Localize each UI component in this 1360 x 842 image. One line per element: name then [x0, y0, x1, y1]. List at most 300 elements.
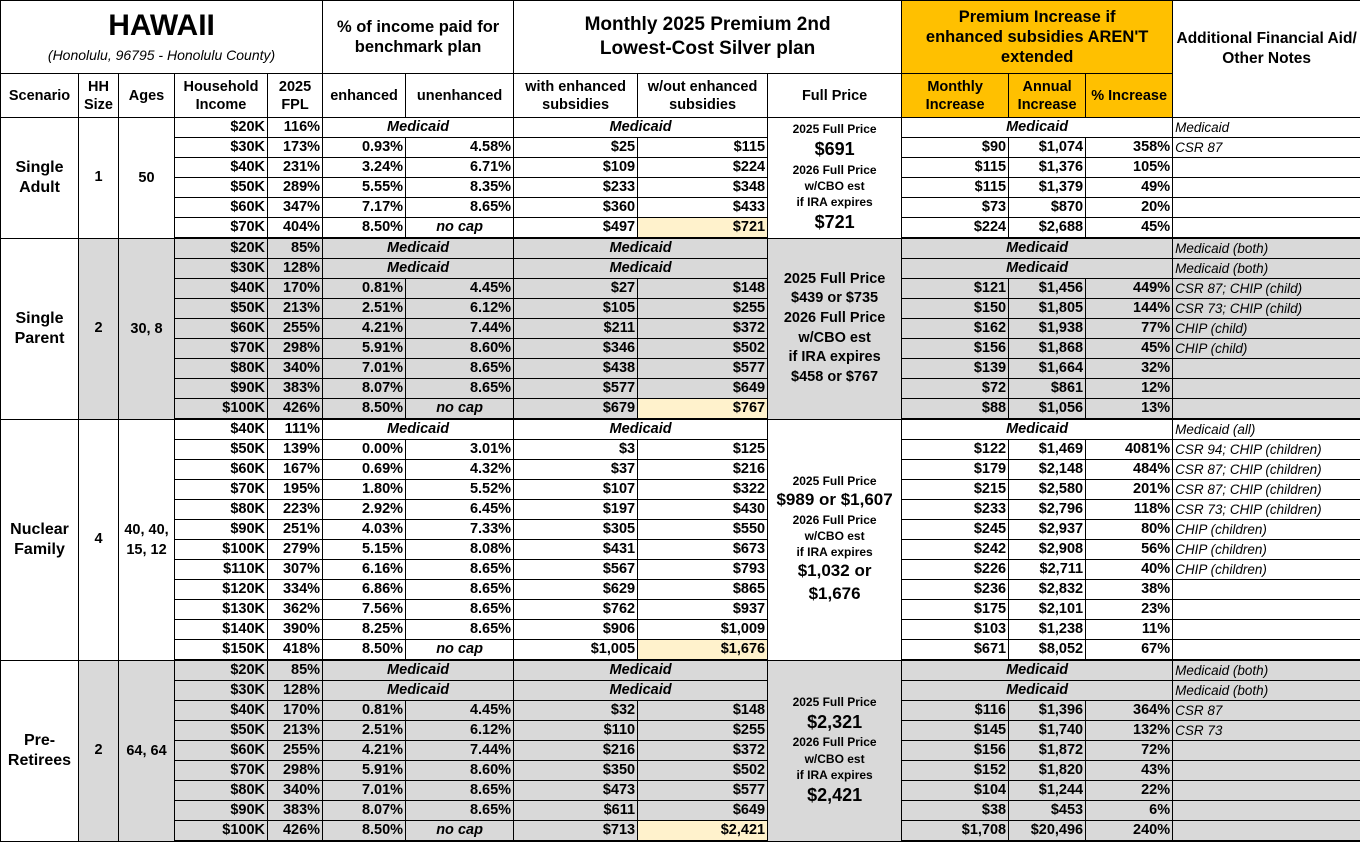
pct-increase: 67% — [1086, 640, 1173, 661]
fpl-pct: 223% — [268, 500, 323, 520]
col-full-price: Full Price — [768, 74, 902, 118]
household-income: $30K — [175, 138, 268, 158]
col-with-subsidies: with enhanced subsidies — [514, 74, 638, 118]
premium-with-subsidies: $679 — [514, 399, 638, 420]
premium-with-subsidies: $233 — [514, 178, 638, 198]
table-row — [1, 379, 1360, 399]
annual-increase: $870 — [1009, 198, 1086, 218]
unenhanced-pct: 8.60% — [406, 339, 514, 359]
full-price-line: $1,676 — [808, 584, 861, 604]
enhanced-pct: 0.93% — [323, 138, 406, 158]
monthly-increase: $139 — [902, 359, 1009, 379]
unenhanced-pct: 8.60% — [406, 761, 514, 781]
monthly-increase: $88 — [902, 399, 1009, 420]
col-scenario: Scenario — [1, 74, 79, 118]
monthly-increase: $38 — [902, 801, 1009, 821]
pct-increase: 449% — [1086, 279, 1173, 299]
notes-cell: CHIP (child) — [1173, 319, 1360, 339]
premium-without-subsidies: $577 — [638, 359, 768, 379]
fpl-pct: 116% — [268, 118, 323, 138]
notes-cell: CSR 87; CHIP (children) — [1173, 480, 1360, 500]
enhanced-pct: 8.50% — [323, 821, 406, 842]
table-row — [1, 721, 1360, 741]
table-row — [1, 600, 1360, 620]
annual-increase: $2,937 — [1009, 520, 1086, 540]
hh-size: 1 — [79, 118, 119, 239]
additional-aid-header: Additional Financial Aid/ Other Notes — [1173, 1, 1360, 118]
table-row — [1, 299, 1360, 319]
household-income: $90K — [175, 379, 268, 399]
medicaid-label: Medicaid — [323, 419, 514, 440]
medicaid-label: Medicaid — [902, 238, 1173, 259]
household-income: $20K — [175, 238, 268, 259]
full-price-note — [768, 238, 902, 419]
enhanced-pct: 1.80% — [323, 480, 406, 500]
fpl-pct: 390% — [268, 620, 323, 640]
unenhanced-pct: 4.45% — [406, 279, 514, 299]
premium-with-subsidies: $567 — [514, 560, 638, 580]
unenhanced-pct: 7.33% — [406, 520, 514, 540]
fpl-pct: 255% — [268, 319, 323, 339]
premium-without-subsidies: $1,009 — [638, 620, 768, 640]
full-price-line: $721 — [814, 212, 855, 233]
household-income: $50K — [175, 178, 268, 198]
col-hh-size: HH Size — [79, 74, 119, 118]
fpl-pct: 289% — [268, 178, 323, 198]
annual-increase: $8,052 — [1009, 640, 1086, 661]
medicaid-label: Medicaid — [902, 259, 1173, 279]
unenhanced-pct: 8.65% — [406, 620, 514, 640]
hh-size: 4 — [79, 419, 119, 660]
medicaid-label: Medicaid — [323, 118, 514, 138]
full-price-note — [768, 660, 902, 841]
table-row — [1, 781, 1360, 801]
monthly-increase: $104 — [902, 781, 1009, 801]
household-income: $100K — [175, 540, 268, 560]
fpl-pct: 362% — [268, 600, 323, 620]
enhanced-pct: 2.51% — [323, 299, 406, 319]
col-ages: Ages — [119, 74, 175, 118]
premium-without-subsidies: $649 — [638, 801, 768, 821]
enhanced-pct: 2.92% — [323, 500, 406, 520]
full-price-line: w/CBO est — [804, 178, 865, 193]
pct-increase: 32% — [1086, 359, 1173, 379]
fpl-pct: 426% — [268, 399, 323, 420]
premium-with-subsidies: $577 — [514, 379, 638, 399]
notes-cell — [1173, 801, 1360, 821]
notes-cell: Medicaid — [1173, 118, 1360, 138]
monthly-increase: $224 — [902, 218, 1009, 239]
household-income: $80K — [175, 359, 268, 379]
notes-cell: CSR 87; CHIP (children) — [1173, 460, 1360, 480]
fpl-pct: 170% — [268, 701, 323, 721]
full-price-line: $691 — [814, 139, 855, 160]
unenhanced-pct: 3.01% — [406, 440, 514, 460]
fpl-pct: 128% — [268, 259, 323, 279]
enhanced-pct: 7.56% — [323, 600, 406, 620]
notes-cell: Medicaid (both) — [1173, 660, 1360, 681]
enhanced-pct: 6.16% — [323, 560, 406, 580]
household-income: $70K — [175, 339, 268, 359]
monthly-increase: $72 — [902, 379, 1009, 399]
pct-increase: 13% — [1086, 399, 1173, 420]
premium-without-subsidies: $721 — [638, 218, 768, 239]
col-unenhanced: unenhanced — [406, 74, 514, 118]
household-income: $60K — [175, 319, 268, 339]
location-subtitle: (Honolulu, 96795 - Honolulu County) — [47, 47, 276, 64]
annual-increase: $2,832 — [1009, 580, 1086, 600]
unenhanced-pct: no cap — [406, 640, 514, 661]
annual-increase: $1,379 — [1009, 178, 1086, 198]
medicaid-label: Medicaid — [514, 238, 768, 259]
premium-with-subsidies: $197 — [514, 500, 638, 520]
monthly-increase: $179 — [902, 460, 1009, 480]
full-price-line: if IRA expires — [788, 349, 881, 366]
fpl-pct: 251% — [268, 520, 323, 540]
fpl-pct: 173% — [268, 138, 323, 158]
pct-increase: 45% — [1086, 218, 1173, 239]
notes-cell — [1173, 379, 1360, 399]
unenhanced-pct: no cap — [406, 821, 514, 842]
annual-increase: $1,820 — [1009, 761, 1086, 781]
medicaid-label: Medicaid — [902, 660, 1173, 681]
hh-size: 2 — [79, 238, 119, 419]
monthly-increase: $103 — [902, 620, 1009, 640]
premium-with-subsidies: $1,005 — [514, 640, 638, 661]
pct-increase: 201% — [1086, 480, 1173, 500]
unenhanced-pct: 8.65% — [406, 600, 514, 620]
premium-without-subsidies: $348 — [638, 178, 768, 198]
premium-with-subsidies: $27 — [514, 279, 638, 299]
annual-increase: $453 — [1009, 801, 1086, 821]
full-price-line: if IRA expires — [796, 767, 873, 782]
medicaid-label: Medicaid — [902, 118, 1173, 138]
monthly-increase: $145 — [902, 721, 1009, 741]
pct-increase: 358% — [1086, 138, 1173, 158]
full-price-line: 2025 Full Price — [783, 270, 886, 287]
unenhanced-pct: 8.65% — [406, 359, 514, 379]
enhanced-pct: 4.21% — [323, 319, 406, 339]
household-income: $40K — [175, 701, 268, 721]
household-income: $20K — [175, 660, 268, 681]
table-row — [1, 460, 1360, 480]
notes-cell — [1173, 761, 1360, 781]
household-income: $90K — [175, 801, 268, 821]
full-price-line: 2026 Full Price — [792, 735, 877, 750]
pct-increase: 132% — [1086, 721, 1173, 741]
medicaid-label: Medicaid — [514, 259, 768, 279]
pct-increase: 80% — [1086, 520, 1173, 540]
pct-increase: 484% — [1086, 460, 1173, 480]
annual-increase: $1,868 — [1009, 339, 1086, 359]
annual-increase: $2,796 — [1009, 500, 1086, 520]
full-price-line: $458 or $767 — [791, 368, 879, 385]
unenhanced-pct: 6.12% — [406, 721, 514, 741]
fpl-pct: 111% — [268, 419, 323, 440]
unenhanced-pct: 8.35% — [406, 178, 514, 198]
enhanced-pct: 8.50% — [323, 399, 406, 420]
enhanced-pct: 8.50% — [323, 640, 406, 661]
premium-without-subsidies: $937 — [638, 600, 768, 620]
table-row — [1, 500, 1360, 520]
ages: 64, 64 — [119, 660, 175, 841]
fpl-pct: 334% — [268, 580, 323, 600]
annual-increase: $1,938 — [1009, 319, 1086, 339]
annual-increase: $1,376 — [1009, 158, 1086, 178]
fpl-pct: 85% — [268, 238, 323, 259]
notes-cell: Medicaid (both) — [1173, 259, 1360, 279]
household-income: $70K — [175, 218, 268, 239]
notes-cell: Medicaid (both) — [1173, 238, 1360, 259]
col-annual-increase: Annual Increase — [1009, 74, 1086, 118]
fpl-pct: 170% — [268, 279, 323, 299]
fpl-pct: 128% — [268, 681, 323, 701]
household-income: $40K — [175, 158, 268, 178]
enhanced-pct: 5.91% — [323, 761, 406, 781]
annual-increase: $1,456 — [1009, 279, 1086, 299]
scenario-name: Single Adult — [1, 118, 79, 239]
enhanced-pct: 8.25% — [323, 620, 406, 640]
enhanced-pct: 5.15% — [323, 540, 406, 560]
premium-without-subsidies: $216 — [638, 460, 768, 480]
annual-increase: $2,101 — [1009, 600, 1086, 620]
annual-increase: $2,908 — [1009, 540, 1086, 560]
enhanced-pct: 8.07% — [323, 801, 406, 821]
state-title: HAWAII — [108, 9, 215, 43]
household-income: $50K — [175, 721, 268, 741]
table-row — [1, 218, 1360, 239]
col-income: Household Income — [175, 74, 268, 118]
table-row — [1, 399, 1360, 420]
annual-increase: $1,740 — [1009, 721, 1086, 741]
ages: 30, 8 — [119, 238, 175, 419]
notes-cell: CSR 73; CHIP (child) — [1173, 299, 1360, 319]
unenhanced-pct: 6.71% — [406, 158, 514, 178]
notes-cell — [1173, 781, 1360, 801]
monthly-increase: $233 — [902, 500, 1009, 520]
pct-increase: 11% — [1086, 620, 1173, 640]
annual-increase: $1,074 — [1009, 138, 1086, 158]
full-price-line: 2025 Full Price — [792, 122, 877, 137]
monthly-increase: $671 — [902, 640, 1009, 661]
premium-with-subsidies: $629 — [514, 580, 638, 600]
full-price-line: w/CBO est — [798, 329, 871, 346]
annual-increase: $2,711 — [1009, 560, 1086, 580]
unenhanced-pct: no cap — [406, 218, 514, 239]
unenhanced-pct: 4.45% — [406, 701, 514, 721]
premium-with-subsidies: $105 — [514, 299, 638, 319]
table-row — [1, 701, 1360, 721]
notes-cell — [1173, 359, 1360, 379]
household-income: $30K — [175, 259, 268, 279]
notes-cell: Medicaid (both) — [1173, 681, 1360, 701]
table-row — [1, 801, 1360, 821]
household-income: $40K — [175, 419, 268, 440]
household-income: $60K — [175, 741, 268, 761]
medicaid-label: Medicaid — [514, 419, 768, 440]
enhanced-pct: 3.24% — [323, 158, 406, 178]
premium-without-subsidies: $502 — [638, 761, 768, 781]
premium-without-subsidies: $255 — [638, 299, 768, 319]
notes-cell — [1173, 218, 1360, 239]
monthly-increase: $122 — [902, 440, 1009, 460]
enhanced-pct: 7.01% — [323, 359, 406, 379]
enhanced-pct: 7.17% — [323, 198, 406, 218]
premium-without-subsidies: $502 — [638, 339, 768, 359]
premium-without-subsidies: $372 — [638, 741, 768, 761]
fpl-pct: 231% — [268, 158, 323, 178]
household-income: $50K — [175, 440, 268, 460]
hh-size: 2 — [79, 660, 119, 841]
household-income: $40K — [175, 279, 268, 299]
pct-increase: 49% — [1086, 178, 1173, 198]
table-row — [1, 681, 1360, 701]
premium-with-subsidies: $473 — [514, 781, 638, 801]
fpl-pct: 298% — [268, 761, 323, 781]
premium-with-subsidies: $497 — [514, 218, 638, 239]
table-row — [1, 198, 1360, 218]
notes-cell: CHIP (children) — [1173, 540, 1360, 560]
unenhanced-pct: 8.65% — [406, 580, 514, 600]
notes-cell: CHIP (children) — [1173, 560, 1360, 580]
medicaid-label: Medicaid — [902, 681, 1173, 701]
pct-increase: 364% — [1086, 701, 1173, 721]
scenario-name: Pre-Retirees — [1, 660, 79, 841]
premium-with-subsidies: $305 — [514, 520, 638, 540]
household-income: $150K — [175, 640, 268, 661]
pct-increase: 144% — [1086, 299, 1173, 319]
full-price-line: $2,321 — [807, 712, 863, 733]
household-income: $60K — [175, 460, 268, 480]
pct-increase: 56% — [1086, 540, 1173, 560]
unenhanced-pct: 8.65% — [406, 379, 514, 399]
household-income: $140K — [175, 620, 268, 640]
premium-with-subsidies: $216 — [514, 741, 638, 761]
premium-with-subsidies: $431 — [514, 540, 638, 560]
household-income: $80K — [175, 500, 268, 520]
full-price-line: 2025 Full Price — [792, 473, 877, 488]
enhanced-pct: 5.91% — [323, 339, 406, 359]
premium-with-subsidies: $110 — [514, 721, 638, 741]
medicaid-label: Medicaid — [323, 681, 514, 701]
full-price-line: 2026 Full Price — [783, 309, 886, 326]
table-row — [1, 279, 1360, 299]
full-price-note — [768, 419, 902, 660]
table-row — [1, 359, 1360, 379]
table-row — [1, 118, 1360, 138]
unenhanced-pct: 8.65% — [406, 198, 514, 218]
notes-cell: CHIP (children) — [1173, 520, 1360, 540]
fpl-pct: 85% — [268, 660, 323, 681]
enhanced-pct: 0.00% — [323, 440, 406, 460]
table-row — [1, 640, 1360, 661]
full-price-line: $2,421 — [807, 784, 863, 805]
notes-cell — [1173, 741, 1360, 761]
table-row — [1, 178, 1360, 198]
col-monthly-increase: Monthly Increase — [902, 74, 1009, 118]
monthly-increase: $215 — [902, 480, 1009, 500]
fpl-pct: 195% — [268, 480, 323, 500]
annual-increase: $2,580 — [1009, 480, 1086, 500]
fpl-pct: 213% — [268, 299, 323, 319]
monthly-increase: $73 — [902, 198, 1009, 218]
premium-with-subsidies: $32 — [514, 701, 638, 721]
table-row — [1, 238, 1360, 259]
pct-increase: 22% — [1086, 781, 1173, 801]
household-income: $50K — [175, 299, 268, 319]
fpl-pct: 404% — [268, 218, 323, 239]
premium-without-subsidies: $2,421 — [638, 821, 768, 842]
pct-increase: 72% — [1086, 741, 1173, 761]
pct-increase: 105% — [1086, 158, 1173, 178]
premium-increase-header: Premium Increase if enhanced subsidies AREN'T extended — [902, 1, 1173, 74]
full-price-line: 2025 Full Price — [792, 694, 877, 709]
table-row — [1, 560, 1360, 580]
pct-increase: 23% — [1086, 600, 1173, 620]
premium-without-subsidies: $673 — [638, 540, 768, 560]
pct-increase: 77% — [1086, 319, 1173, 339]
monthly-increase: $156 — [902, 741, 1009, 761]
notes-cell — [1173, 821, 1360, 842]
table-row — [1, 580, 1360, 600]
notes-cell: Medicaid (all) — [1173, 419, 1360, 440]
full-price-note — [768, 118, 902, 239]
table-title — [1, 1, 323, 74]
premium-without-subsidies: $1,676 — [638, 640, 768, 661]
annual-increase: $1,056 — [1009, 399, 1086, 420]
unenhanced-pct: 8.65% — [406, 801, 514, 821]
premium-without-subsidies: $649 — [638, 379, 768, 399]
premium-without-subsidies: $255 — [638, 721, 768, 741]
premium-without-subsidies: $224 — [638, 158, 768, 178]
medicaid-label: Medicaid — [514, 660, 768, 681]
household-income: $130K — [175, 600, 268, 620]
notes-cell — [1173, 158, 1360, 178]
monthly-increase: $245 — [902, 520, 1009, 540]
fpl-pct: 167% — [268, 460, 323, 480]
fpl-pct: 426% — [268, 821, 323, 842]
fpl-pct: 298% — [268, 339, 323, 359]
notes-cell: CSR 87 — [1173, 138, 1360, 158]
pct-increase: 43% — [1086, 761, 1173, 781]
premium-with-subsidies: $762 — [514, 600, 638, 620]
household-income: $30K — [175, 681, 268, 701]
premium-with-subsidies: $346 — [514, 339, 638, 359]
monthly-increase: $115 — [902, 158, 1009, 178]
table-row — [1, 741, 1360, 761]
monthly-increase: $152 — [902, 761, 1009, 781]
full-price-line: if IRA expires — [796, 194, 873, 209]
monthly-increase: $175 — [902, 600, 1009, 620]
annual-increase: $861 — [1009, 379, 1086, 399]
table-row — [1, 440, 1360, 460]
notes-cell: CHIP (child) — [1173, 339, 1360, 359]
premium-without-subsidies: $767 — [638, 399, 768, 420]
monthly-premium-header: Monthly 2025 Premium 2nd Lowest-Cost Silver plan — [514, 1, 902, 74]
enhanced-pct: 5.55% — [323, 178, 406, 198]
monthly-increase: $1,708 — [902, 821, 1009, 842]
monthly-increase: $150 — [902, 299, 1009, 319]
fpl-pct: 340% — [268, 781, 323, 801]
premium-without-subsidies: $430 — [638, 500, 768, 520]
table-row — [1, 540, 1360, 560]
unenhanced-pct: 8.08% — [406, 540, 514, 560]
annual-increase: $1,469 — [1009, 440, 1086, 460]
household-income: $120K — [175, 580, 268, 600]
premium-without-subsidies: $865 — [638, 580, 768, 600]
full-price-line: 2026 Full Price — [792, 512, 877, 527]
notes-cell: CSR 94; CHIP (children) — [1173, 440, 1360, 460]
